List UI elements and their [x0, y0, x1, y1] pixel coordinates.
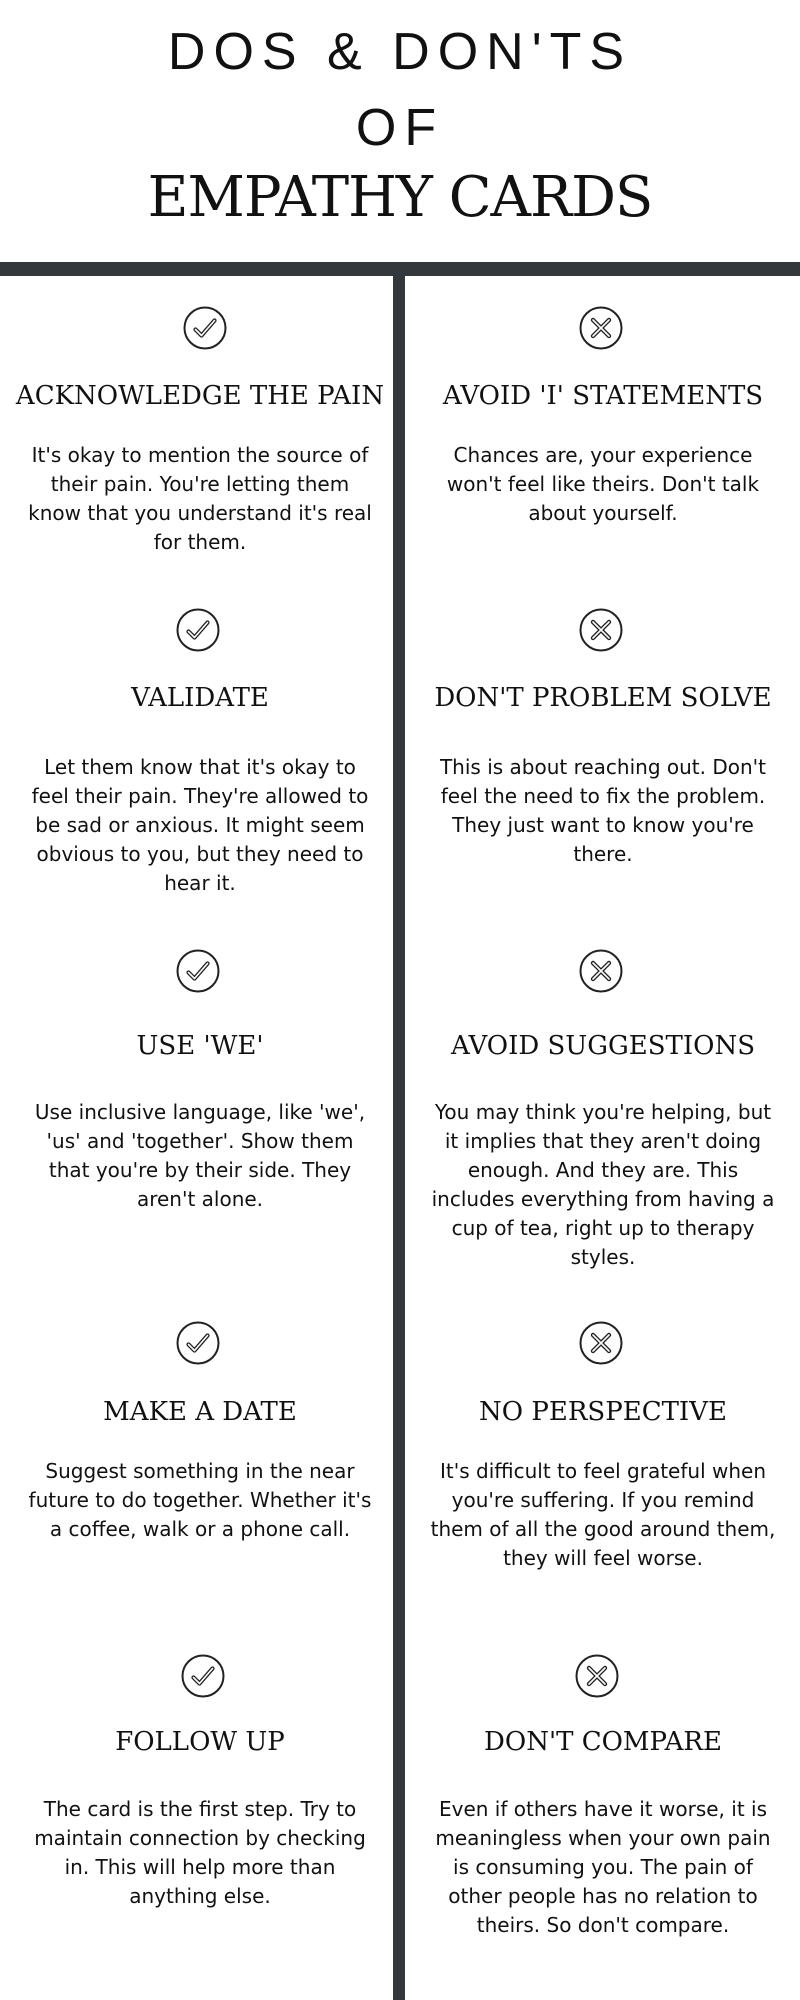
dont-body: Chances are, your experience won't feel like theirs. Don't talk about yourself. — [446, 443, 760, 525]
page-title-line-2: OF — [355, 99, 445, 157]
x-circle-icon — [578, 607, 624, 653]
dos-column — [5, 0, 395, 2000]
check-circle-icon — [182, 305, 228, 351]
do-body: It's okay to mention the source of their pain. You're letting them know that you understand it's real for them. — [28, 443, 372, 554]
donts-column — [408, 0, 798, 2000]
dont-body: Even if others have it worse, it is meaningless when your own pain is consuming you. The pain of other people has no relation to theirs. So don't compare. — [435, 1797, 771, 1937]
dont-heading: DON'T PROBLEM SOLVE — [434, 683, 772, 713]
dont-heading: DON'T COMPARE — [484, 1727, 722, 1757]
do-heading: USE 'WE' — [136, 1031, 264, 1061]
do-body: The card is the first step. Try to maintain connection by checking in. This will help more than anything else. — [34, 1797, 366, 1908]
do-heading: FOLLOW UP — [115, 1727, 285, 1757]
check-circle-icon — [175, 1320, 221, 1366]
dont-heading: AVOID SUGGESTIONS — [450, 1031, 756, 1061]
dont-body: It's difficult to feel grateful when you're suffering. If you remind them of all the good around them, they will feel worse. — [430, 1459, 776, 1570]
do-body: Use inclusive language, like 'we', 'us' and 'together'. Show them that you're by their side. They aren't alone. — [34, 1100, 366, 1211]
do-body: Suggest something in the near future to do together. Whether it's a coffee, walk or a phone call. — [28, 1459, 372, 1541]
do-heading: MAKE A DATE — [103, 1397, 297, 1427]
dont-heading: NO PERSPECTIVE — [479, 1397, 727, 1427]
dont-heading: AVOID 'I' STATEMENTS — [442, 381, 764, 411]
do-heading: ACKNOWLEDGE THE PAIN — [15, 381, 385, 411]
check-circle-icon — [175, 948, 221, 994]
x-circle-icon — [578, 305, 624, 351]
page-title-line-1: DOS & DON'TS — [167, 23, 633, 81]
check-circle-icon — [175, 607, 221, 653]
x-circle-icon — [578, 948, 624, 994]
page-title-line-3: EMPATHY CARDS — [147, 165, 653, 230]
x-circle-icon — [574, 1653, 620, 1699]
do-body: Let them know that it's okay to feel their pain. They're allowed to be sad or anxious. It might seem obvious to you, but they need to hear it. — [31, 755, 369, 895]
dont-body: This is about reaching out. Don't feel the need to fix the problem. They just want to know you're there. — [439, 755, 767, 866]
dont-body: You may think you're helping, but it implies that they aren't doing enough. And they are. This includes everything from having a cup of tea, right up to therapy styles. — [431, 1100, 775, 1269]
do-heading: VALIDATE — [131, 683, 269, 713]
x-circle-icon — [578, 1320, 624, 1366]
check-circle-icon — [180, 1653, 226, 1699]
